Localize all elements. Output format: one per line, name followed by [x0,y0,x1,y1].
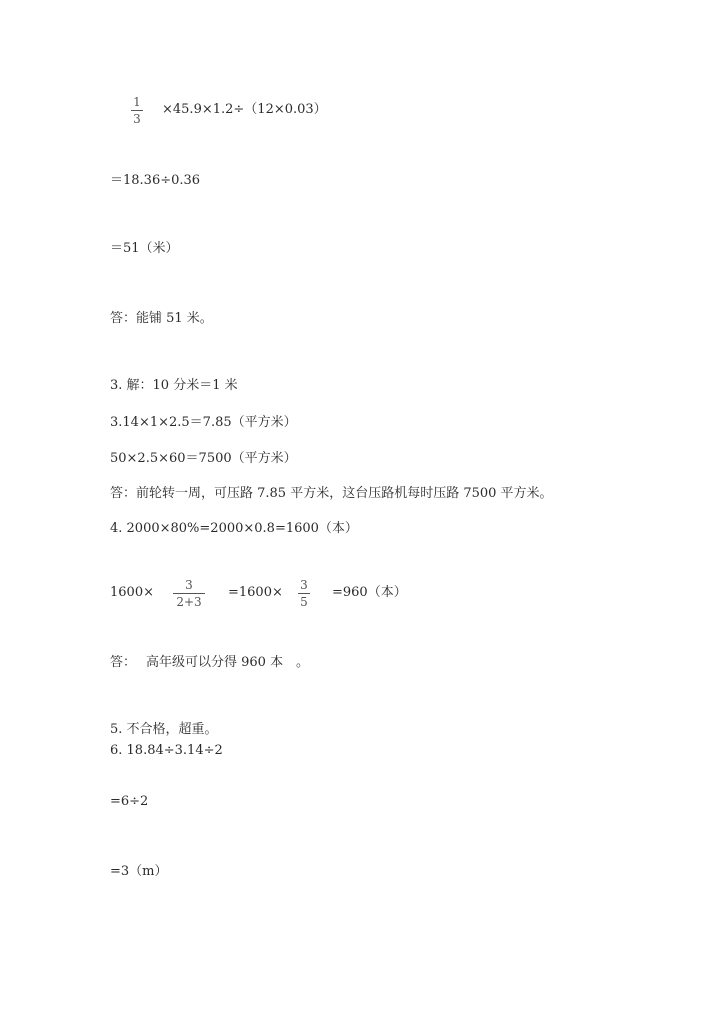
fraction-bar [298,593,310,594]
fraction-bar [131,110,143,111]
q6-line-3: =3（m） [110,864,168,879]
q4-result: =960（本） [332,585,407,600]
q3-line-2: 3.14×1×2.5＝7.85（平方米） [110,415,297,430]
q3-answer: 答：前轮转一周，可压路 7.85 平方米，这台压路机每时压路 7500 平方米。 [110,486,553,501]
q3-line-1: 3. 解：10 分米＝1 米 [110,378,238,393]
q6-line-2: =6÷2 [110,794,149,809]
fraction-denominator: 2+3 [176,595,202,609]
q2-step-line: ＝18.36÷0.36 [110,173,201,188]
q4-answer-end: 。 [296,655,310,670]
q2-expression: ×45.9×1.2÷（12×0.03） [162,102,327,117]
q2-result-line: ＝51（米） [110,241,179,256]
q4-prefix: 1600× [110,585,154,600]
fraction-numerator: 3 [300,578,308,592]
q4-answer-text: 高年级可以分得 960 本 [146,655,284,670]
fraction-bar [173,593,205,594]
q4-answer-prefix: 答： [110,655,137,670]
fraction-three-fifths [297,578,311,609]
q2-answer: 答：能铺 51 米。 [110,311,213,326]
fraction-denominator: 5 [300,595,308,609]
fraction-denominator: 3 [133,112,141,126]
q5-line-1: 5. 不合格，超重。 [110,722,218,737]
fraction-numerator: 1 [133,95,141,109]
fraction-one-third [130,95,144,126]
q4-line-1: 4. 2000×80%=2000×0.8=1600（本） [110,521,358,536]
q4-middle: =1600× [228,585,283,600]
fraction-numerator: 3 [185,578,193,592]
q3-line-3: 50×2.5×60＝7500（平方米） [110,451,297,466]
q6-line-1: 6. 18.84÷3.14÷2 [110,743,223,758]
fraction-three-over-two-plus-three [172,578,206,609]
